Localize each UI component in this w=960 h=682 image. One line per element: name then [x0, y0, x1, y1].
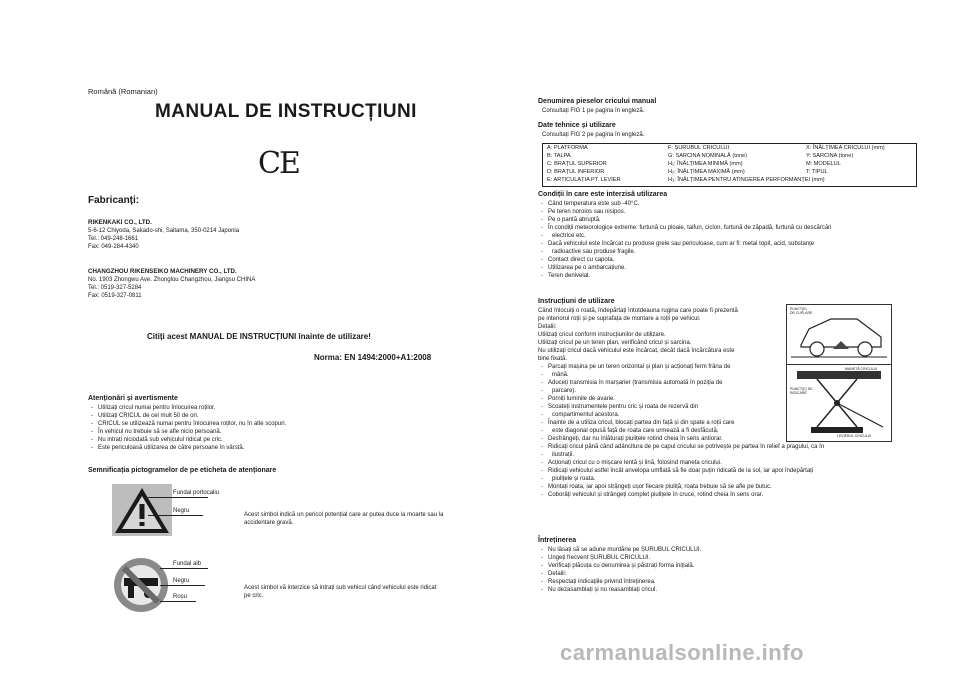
pictograms-heading: Semnificația pictogramelor de pe eticheta de atenționare	[88, 467, 277, 474]
manufacturer-2	[88, 268, 255, 300]
specs-cell: C: BRAȚUL SUPERIOR	[547, 161, 607, 167]
jack-detail-figure	[786, 364, 892, 442]
usage-intro	[538, 307, 738, 363]
list-item: - radioactive sau produse fragile.	[538, 248, 832, 256]
specs-cell: T: TIPUL	[806, 169, 828, 175]
list-item: - Contact direct cu capota.	[538, 256, 832, 264]
list-item: - Porniți luminile de avarie.	[538, 395, 824, 403]
manufacturer-1-name: RIKENKAKI CO., LTD.	[88, 219, 152, 226]
list-item: - este diagonal opusă față de roata care urmează a fi desfăcută.	[538, 427, 824, 435]
norm-label: Norma: EN 1494:2000+A1:2008	[314, 353, 432, 362]
usage-intro-line: Detalii:	[538, 324, 557, 330]
warning-triangle-icon	[112, 484, 172, 536]
page-title: MANUAL DE INSTRUCȚIUNI	[155, 101, 417, 122]
specs-cell: A: PLATFORMA	[547, 145, 588, 151]
pict2-bg-leader	[160, 568, 208, 569]
list-item: - Scoateți instrumentele pentru cric și roata de rezervă din	[538, 403, 824, 411]
read-notice: Citiți acest MANUAL DE INSTRUCȚIUNI înainte de utilizare!	[147, 332, 371, 341]
list-item: - Utilizarea pe o ambarcațiune.	[538, 264, 832, 272]
specs-cell: H₁: ÎNĂLȚIMEA MINIMĂ (mm)	[668, 161, 743, 167]
usage-steps-list	[538, 363, 824, 499]
list-item: - Ridicați cricul până când adâncitura de pe capul cricului se potrivește pe partea în relief a pragului, ca în	[538, 443, 824, 451]
list-item: - Utilizați cricul numai pentru înlocuirea roților.	[88, 404, 286, 412]
forbidden-heading: Condiții în care este interzisă utilizarea	[538, 191, 668, 198]
specs-cell: X: ÎNĂLȚIMEA CRICULUI (mm)	[806, 145, 885, 151]
list-item: - electrice etc.	[538, 232, 832, 240]
watermark: carmanualsonline.info	[560, 640, 804, 665]
list-item: - Verificați plăcuța cu denumirea și păstrați forma inițială.	[538, 562, 701, 570]
list-item: - CRICUL se utilizează numai pentru înlocuirea roților, nu în alte scopuri.	[88, 420, 286, 428]
forbidden-list	[538, 200, 832, 280]
list-item: - Parcați mașina pe un teren orizontal și plan și acționați ferm frâna de	[538, 363, 824, 371]
fig-label: PUNCT(E) DE	[790, 387, 813, 391]
pict2-black-label: Negru	[173, 578, 190, 584]
pict1-bg-label: Fundal portocaliu	[173, 490, 220, 496]
specs-cell: B: TALPA	[547, 153, 571, 159]
usage-intro-line: bine fixată.	[538, 356, 568, 362]
manufacturer-1-fax: Fax: 049-284-4340	[88, 244, 139, 251]
usage-intro-line: Utilizați cricul conform instrucțiunilor de utilizare.	[538, 332, 666, 338]
usage-heading: Instrucțiuni de utilizare	[538, 298, 615, 305]
usage-intro-line: Când înlocuiți o roată, îndepărtați întotdeauna rugina care poate fi prezentă	[538, 308, 738, 314]
manufacturer-2-fax: Fax: 0519-327-0811	[88, 293, 142, 300]
specs-cell: Y: SARCINA (tone)	[806, 153, 854, 159]
list-item: - compartimentul acestora.	[538, 411, 824, 419]
pict2-description: Acest simbol vă interzice să intrați sub vehicul când vehiculul este ridicat pe cric.	[244, 585, 437, 599]
list-item: - piulițele și roata.	[538, 475, 824, 483]
manufacturer-1-address: 5-6-12 Chiyoda, Sakado-shi, Saitama, 350-0214 Japonia	[88, 228, 240, 235]
manufacturers-heading: Fabricanți:	[88, 195, 140, 206]
pict2-red-label: Roșu	[173, 594, 188, 600]
ce-mark: CE	[258, 146, 299, 181]
list-item: - În condiții meteorologice extreme: furtună cu ploaie, taifun, ciclon, furtună de zăpadă, furtună cu descărcări	[538, 224, 832, 232]
specs-cell: D: BRAȚUL INFERIOR	[547, 169, 605, 175]
list-item: - Pe o pantă abruptă.	[538, 216, 832, 224]
list-item: - Dacă vehiculul este încărcat cu produse grele sau periculoase, cum ar fi: metal topit, acid, substanțe	[538, 240, 832, 248]
list-item: - Utilizați CRICUL de cel mult 50 de ori.	[88, 412, 286, 420]
list-item: - Nu dezasamblați și nu reasamblați cricul.	[538, 586, 701, 594]
list-item: - Montați roata, iar apoi strângeți ușor fiecare piuliță; roata trebuie să se afle pe butuc.	[538, 483, 824, 491]
usage-intro-line: pe interiorul roții și pe suprafața de montare a roții pe vehicul.	[538, 316, 701, 322]
list-item: - Aduceți transmisia în marșarier (transmisia automată în poziția de	[538, 379, 824, 387]
list-item: - mână.	[538, 371, 824, 379]
car-lifting-figure	[786, 304, 892, 366]
manufacturer-1-tel: Tel.: 049-248-1661	[88, 236, 139, 243]
list-item: - Pe teren noroios sau nisipos.	[538, 208, 832, 216]
specs-heading: Date tehnice și utilizare	[538, 122, 616, 129]
fig-label: RIDICARE	[790, 391, 807, 395]
list-item: - În vehicul nu trebuie să se afle nicio persoană.	[88, 428, 286, 436]
list-item: - parcare).	[538, 387, 824, 395]
list-item: - Respectați indicațiile privind întreținerea.	[538, 578, 701, 586]
list-item: - Ridicați vehiculul astfel încât anvelopa umflată să fie doar puțin ridicată de la sol, iar apoi îndepărtați	[538, 467, 824, 475]
fig-label: LEVIERUL CRICULUI	[837, 434, 872, 438]
list-item: - Când temperatura este sub -40°C.	[538, 200, 832, 208]
manufacturer-2-tel: Tel.: 0519-327-5284	[88, 285, 142, 292]
language-label: Română (Romanian)	[88, 87, 158, 96]
list-item: - Nu intrați niciodată sub vehiculul ridicat pe cric.	[88, 436, 286, 444]
specs-table	[542, 143, 917, 187]
usage-intro-line: Nu utilizați cricul dacă vehiculul este încărcat, decât dacă încărcătura este	[538, 348, 735, 354]
maintenance-heading: Întreținerea	[538, 537, 577, 544]
specs-cell: M: MODELUL	[806, 161, 841, 167]
list-item: - ilustrații.	[538, 451, 824, 459]
pict2-red-leader	[160, 601, 196, 602]
pict1-black-leader	[148, 515, 203, 516]
specs-reference: Consultați FIG 2 pe pagina în engleză.	[542, 132, 645, 138]
pict1-description: Acest simbol indică un pericol potențial care ar putea duce la moarte sau la accidentare gravă.	[244, 512, 444, 526]
list-item: - Înainte de a utiliza cricul, blocați partea din față și din spate a roții care	[538, 419, 824, 427]
list-item: - Teren denivelat.	[538, 272, 832, 280]
fig-label: PUNCT(E)	[790, 307, 807, 311]
parts-reference: Consultați FIG 1 pe pagina în engleză.	[542, 108, 645, 114]
list-item: - Detalii:	[538, 570, 701, 578]
manufacturer-2-address: No. 1903 Zhongwu Ave. Zhonglou Changzhou, Jiangsu CHINA	[88, 277, 256, 284]
specs-cell: H₃: ÎNĂLȚIMEA PENTRU ATINGEREA PERFORMANȚEI (mm)	[668, 177, 825, 183]
manufacturer-1	[88, 219, 239, 251]
warnings-heading: Atenționări și avertismente	[88, 395, 178, 402]
parts-heading: Denumirea pieselor cricului manual	[538, 98, 657, 105]
pict2-black-leader	[160, 585, 205, 586]
maintenance-list	[538, 546, 701, 594]
specs-cell: H₂: ÎNĂLȚIMEA MAXIMĂ (mm)	[668, 169, 745, 175]
list-item: - Ungeți frecvent ȘURUBUL CRICULUI.	[538, 554, 701, 562]
specs-cell: G: SARCINA NOMINALĂ (tone)	[668, 153, 747, 159]
list-item: - Este periculoasă utilizarea de către persoane în vârstă.	[88, 444, 286, 452]
specs-cell: F: ȘURUBUL CRICULUI	[668, 145, 730, 151]
pict1-bg-leader	[148, 497, 208, 498]
manufacturer-2-name: CHANGZHOU RIKENSEIKO MACHINERY CO., LTD.	[88, 268, 237, 275]
fig-label: DE CUPLARE	[790, 311, 813, 315]
list-item: - Coborâți vehiculul și strângeți complet piulițele în cruce, rotind cheia în sens orar.	[538, 491, 824, 499]
fig-label: MANETĂ CRICULUI	[845, 367, 878, 371]
list-item: - Acționați cricul cu o mișcare lentă și lină, folosind maneta cricului.	[538, 459, 824, 467]
list-item: - Desfrângeți, dar nu înlăturați piulițele rotind cheia în sens antiorar.	[538, 435, 824, 443]
pict1-black-label: Negru	[173, 508, 190, 514]
usage-intro-line: Utilizați cricul pe un teren plan, verificând cricul și sarcina.	[538, 340, 692, 346]
pict2-bg-label: Fundal alb	[173, 561, 202, 567]
specs-cell: E: ARTICULAȚIA PT. LEVIER	[547, 177, 621, 183]
warnings-list	[88, 404, 286, 452]
list-item: - Nu lăsați să se adune murdărie pe ȘURUBUL CRICULUI.	[538, 546, 701, 554]
